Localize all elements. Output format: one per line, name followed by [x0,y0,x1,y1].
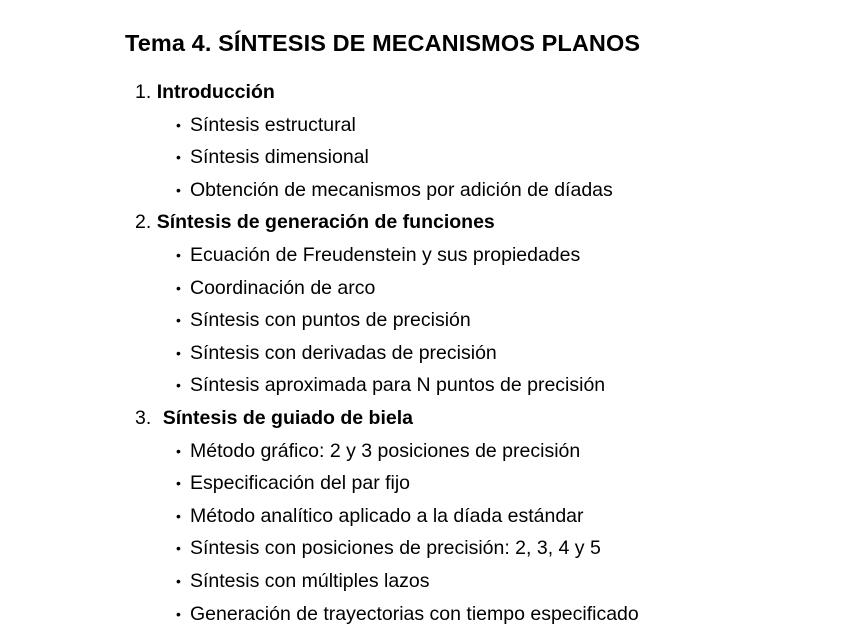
list-item-text: Especificación del par fijo [190,472,411,495]
section-title: Introducción [156,81,275,103]
list-item [0,239,848,272]
list-item [0,141,848,174]
list-item-text: Síntesis estructural [190,113,356,136]
bullet-icon: • [176,181,181,198]
list-item [0,435,848,468]
bullet-icon: • [176,605,181,622]
list-item-text: Síntesis con puntos de precisión [190,309,471,332]
bullet-icon: • [176,149,181,166]
list-item [0,174,848,207]
bullet-icon: • [176,377,181,394]
section-heading [0,402,848,435]
bullet-icon: • [176,572,181,589]
section-heading [0,206,848,239]
list-item-text: Obtención de mecanismos por adición de díadas [190,178,613,201]
list-item [0,304,848,337]
list-item-text: Síntesis aproximada para N puntos de precisión [190,374,606,397]
list-item [0,109,848,142]
topic-outline [0,76,848,630]
list-item-text: Síntesis con posiciones de precisión: 2, 3, 4 y 5 [190,537,601,560]
list-item-text: Generación de trayectorias con tiempo especificado [190,602,639,625]
list-item [0,565,848,598]
list-item [0,467,848,500]
list-item-text: Síntesis con derivadas de precisión [190,341,497,364]
page-title: Tema 4. SÍNTESIS DE MECANISMOS PLANOS [125,30,641,56]
section-heading [0,76,848,109]
list-item [0,500,848,533]
list-item-text: Método gráfico: 2 y 3 posiciones de precisión [190,439,581,462]
bullet-icon: • [176,475,181,492]
list-item-text: Coordinación de arco [190,276,376,299]
list-item [0,369,848,402]
section-number: 1. [135,81,152,103]
list-item [0,598,848,631]
bullet-icon: • [176,344,181,361]
list-item [0,532,848,565]
list-item-text: Método analítico aplicado a la díada estándar [190,504,584,527]
list-item [0,337,848,370]
bullet-icon: • [176,507,181,524]
section-title: Síntesis de generación de funciones [156,211,495,234]
bullet-icon: • [176,116,181,133]
bullet-icon: • [176,540,181,557]
section-number: 2. [135,211,152,234]
section-title: Síntesis de guiado de biela [162,406,413,429]
list-item-text: Ecuación de Freudenstein y sus propiedades [190,243,581,266]
bullet-icon: • [176,246,181,263]
list-item-text: Síntesis dimensional [190,146,369,169]
list-item-text: Síntesis con múltiples lazos [190,569,430,592]
bullet-icon: • [176,442,181,459]
bullet-icon: • [176,279,181,296]
section-number: 3. [135,406,152,429]
bullet-icon: • [176,312,181,329]
list-item [0,272,848,305]
